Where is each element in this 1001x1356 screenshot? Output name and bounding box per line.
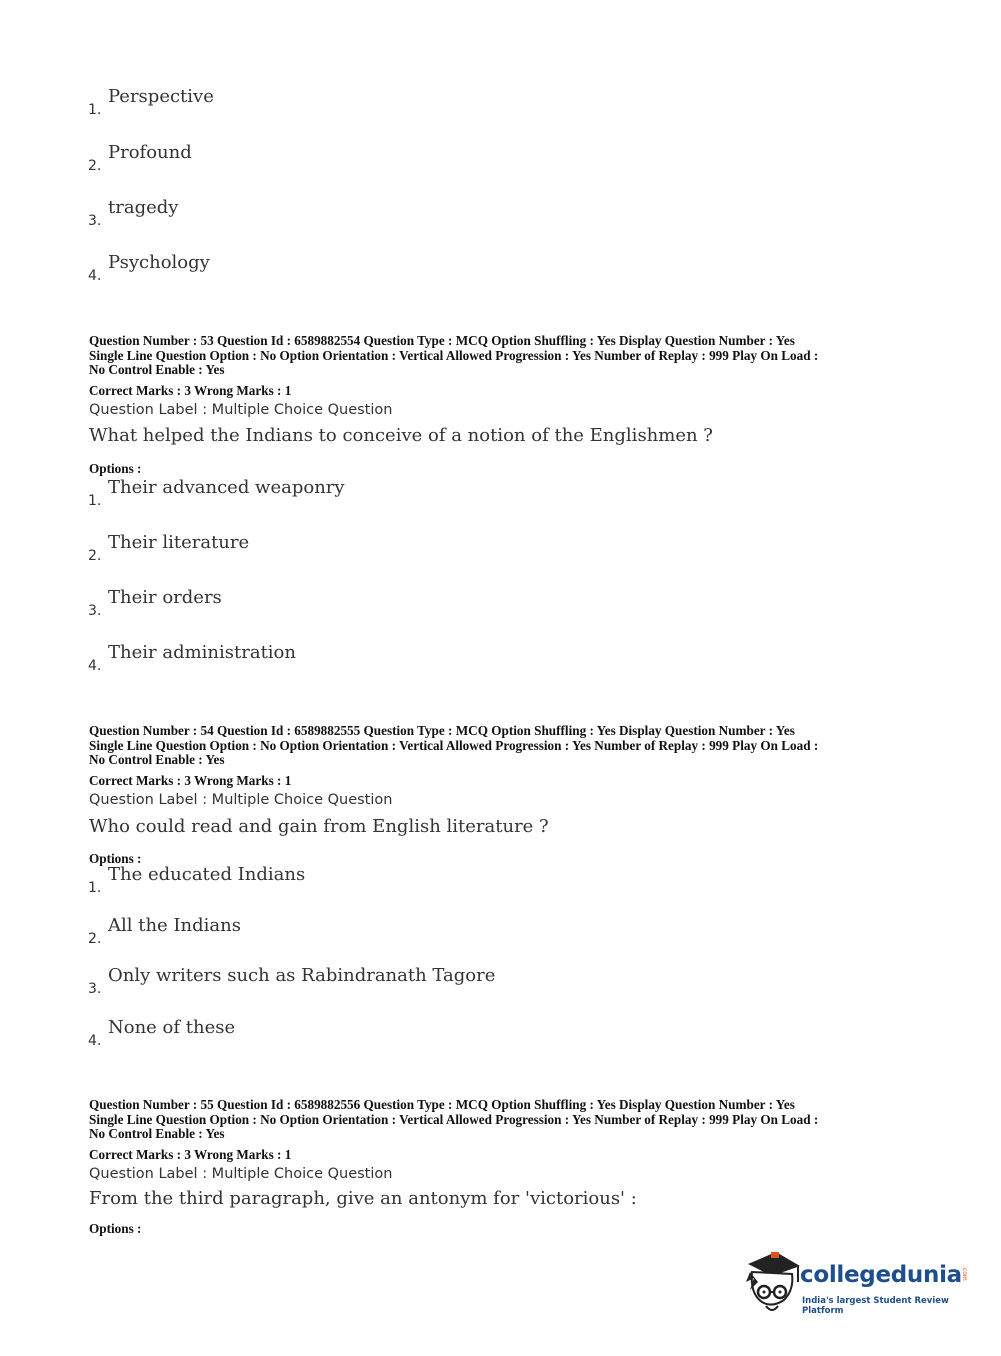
option-text: Profound xyxy=(108,142,192,163)
meta-line: Single Line Question Option : No Option Orientation : Vertical Allowed Progression : Yes Number of Replay : 999 Play On Load : xyxy=(89,347,819,363)
question-label: Question Label : Multiple Choice Question xyxy=(89,1166,393,1182)
question-label: Question Label : Multiple Choice Question xyxy=(89,402,393,418)
logo-brand: collegedunia xyxy=(800,1262,962,1288)
question-marks: Correct Marks : 3 Wrong Marks : 1 xyxy=(89,383,292,398)
option-number: 3. xyxy=(88,603,102,619)
option-number: 3. xyxy=(88,213,102,229)
option-number: 2. xyxy=(88,931,102,947)
options-heading: Options : xyxy=(89,461,142,476)
meta-line: No Control Enable : Yes xyxy=(89,1126,225,1141)
options-heading: Options : xyxy=(89,1221,142,1236)
option-text: Psychology xyxy=(108,252,210,273)
meta-line: Question Number : 53 Question Id : 6589882554 Question Type : MCQ Option Shuffling : Yes Display Question Number : Yes xyxy=(89,333,795,348)
meta-line: Question Number : 54 Question Id : 6589882555 Question Type : MCQ Option Shuffling : Yes Display Question Number : Yes xyxy=(89,723,795,738)
question-label: Question Label : Multiple Choice Question xyxy=(89,792,393,808)
option-text: Their literature xyxy=(108,532,250,553)
option-text: tragedy xyxy=(108,197,179,218)
question-marks: Correct Marks : 3 Wrong Marks : 1 xyxy=(89,773,292,788)
meta-line: No Control Enable : Yes xyxy=(89,752,225,767)
option-number: 4. xyxy=(88,1033,102,1049)
option-number: 4. xyxy=(88,658,102,674)
question-text: From the third paragraph, give an antonym for 'victorious' : xyxy=(89,1188,637,1209)
option-number: 2. xyxy=(88,158,102,174)
option-text: Only writers such as Rabindranath Tagore xyxy=(108,965,496,986)
option-text: None of these xyxy=(108,1017,236,1038)
option-text: Their advanced weaponry xyxy=(108,477,345,498)
question-text: Who could read and gain from English literature ? xyxy=(89,816,549,837)
options-heading: Options : xyxy=(89,851,142,866)
meta-line: No Control Enable : Yes xyxy=(89,362,225,377)
question-meta xyxy=(89,1098,919,1142)
option-number: 1. xyxy=(88,880,102,896)
option-number: 2. xyxy=(88,548,102,564)
option-number: 3. xyxy=(88,981,102,997)
option-text: The educated Indians xyxy=(108,864,306,885)
question-text: What helped the Indians to conceive of a notion of the Englishmen ? xyxy=(89,425,713,446)
question-marks: Correct Marks : 3 Wrong Marks : 1 xyxy=(89,1147,292,1162)
option-text: Their administration xyxy=(108,642,296,663)
mascot-icon xyxy=(742,1248,802,1320)
option-text: Perspective xyxy=(108,86,214,107)
question-meta xyxy=(89,334,919,378)
option-number: 4. xyxy=(88,268,102,284)
option-text: Their orders xyxy=(108,587,222,608)
option-number: 1. xyxy=(88,102,102,118)
meta-line: Question Number : 55 Question Id : 6589882556 Question Type : MCQ Option Shuffling : Yes Display Question Number : Yes xyxy=(89,1097,795,1112)
meta-line: Single Line Question Option : No Option Orientation : Vertical Allowed Progression : Yes Number of Replay : 999 Play On Load : xyxy=(89,1111,819,1127)
logo-suffix: .com xyxy=(961,1266,968,1281)
question-meta xyxy=(89,724,919,768)
collegedunia-logo xyxy=(742,1248,972,1320)
meta-line: Single Line Question Option : No Option Orientation : Vertical Allowed Progression : Yes Number of Replay : 999 Play On Load : xyxy=(89,737,819,753)
logo-tagline: India's largest Student Review Platform xyxy=(802,1296,949,1316)
option-number: 1. xyxy=(88,493,102,509)
option-text: All the Indians xyxy=(108,915,241,936)
